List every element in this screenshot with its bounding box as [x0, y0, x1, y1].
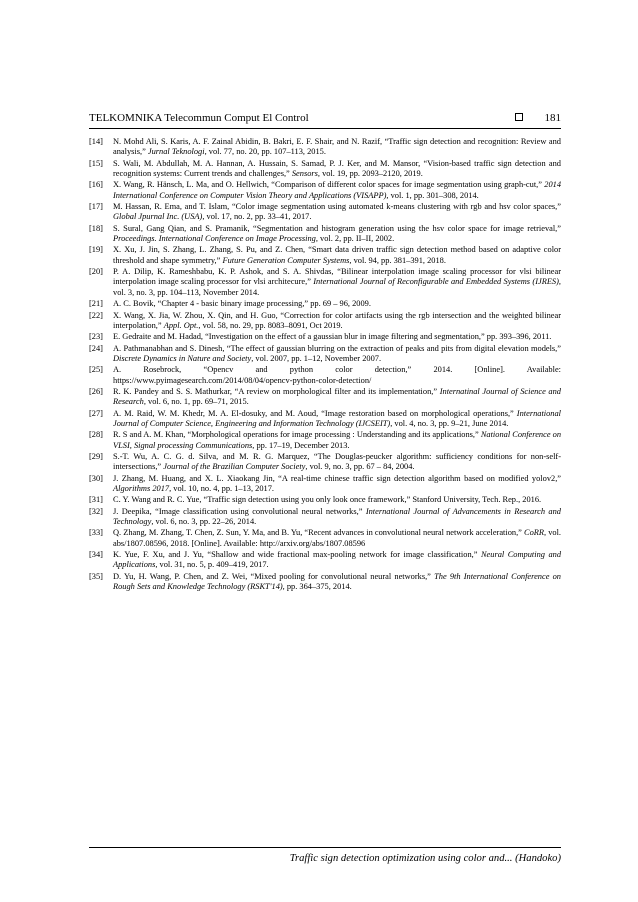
reference-item	[89, 159, 561, 180]
reference-number: [14]	[89, 137, 103, 146]
reference-item	[89, 137, 561, 158]
reference-text	[113, 344, 561, 365]
reference-item	[89, 507, 561, 528]
reference-details: , pp. 17–19, December 2013.	[252, 440, 350, 450]
reference-citation: R. K. Pandey and S. S. Mathurkar, “A review on morphological filter and its implementation,”	[113, 386, 440, 396]
reference-citation: K. Yue, F. Xu, and J. Yu, “Shallow and wide fractional max-pooling network for image classification,”	[113, 550, 481, 560]
reference-number: [20]	[89, 267, 103, 277]
square-mark-icon	[515, 113, 523, 121]
header-rule	[89, 128, 561, 129]
reference-text	[113, 495, 561, 505]
reference-text	[113, 365, 561, 386]
reference-item	[89, 495, 561, 505]
reference-citation: S.-T. Wu, A. C. G. d. Silva, and M. R. G. Marquez, “The Douglas-peucker algorithm: sufficiency conditions for non-self-intersections,”	[113, 452, 561, 472]
reference-number: [17]	[89, 202, 103, 212]
reference-citation: N. Mohd Ali, S. Karis, A. F. Zainal Abidin, B. Bakri, E. F. Shair, and N. Razif, “Traffic sign detection and recognition: Review and analysis,”	[113, 137, 561, 157]
reference-number: [27]	[89, 408, 103, 418]
reference-text	[113, 224, 561, 245]
reference-text	[113, 137, 561, 158]
reference-number: [15]	[89, 158, 103, 168]
reference-number: [28]	[89, 430, 103, 440]
reference-venue: National Conference on VLSI, Signal processing Communications	[113, 430, 562, 450]
reference-number: [24]	[89, 343, 103, 353]
reference-details: , vol. 6, no. 3, pp. 22–26, 2014.	[151, 517, 257, 527]
reference-number: [25]	[89, 365, 103, 375]
reference-venue: International Journal of Reconfigurable and Embedded Systems (IJRES)	[313, 277, 559, 287]
reference-text	[113, 430, 561, 451]
reference-details: , vol. 58, no. 29, pp. 8083–8091, Oct 2019.	[198, 320, 343, 330]
reference-text	[113, 550, 561, 571]
reference-item	[89, 409, 561, 430]
reference-item	[89, 344, 561, 365]
reference-details: , vol. 2007, pp. 1–12, November 2007.	[251, 353, 382, 363]
reference-text	[113, 245, 561, 266]
reference-text	[113, 332, 561, 342]
reference-citation: R. S and A. M. Khan, “Morphological operations for image processing : Understanding and its applications,”	[113, 430, 481, 440]
reference-text	[113, 387, 561, 408]
reference-venue: Appl. Opt.	[163, 320, 199, 330]
reference-text	[113, 409, 561, 430]
reference-item	[89, 430, 561, 451]
reference-venue: Journal of the Brazilian Computer Society	[163, 462, 306, 472]
reference-citation: A. M. Raid, W. M. Khedr, M. A. El-dosuky, and M. Aoud, “Image restoration based on morphological operations,”	[113, 408, 517, 418]
reference-citation: X. Wang, X. Jia, W. Zhou, X. Qin, and H. Guo, “Correction for color artifacts using the rgb intersection and the weighted bilinear interpolation,”	[113, 310, 561, 330]
reference-details: , vol. 2, pp. II–II, 2002.	[315, 234, 395, 244]
reference-number: [33]	[89, 528, 103, 538]
reference-item	[89, 452, 561, 473]
reference-details: , vol. 6, no. 1, pp. 69–71, 2015.	[143, 397, 249, 407]
reference-details: , vol. 31, no. 5, p. 409–419, 2017.	[155, 560, 269, 570]
reference-venue: Sensors	[291, 168, 318, 178]
page-number: 181	[544, 112, 561, 124]
reference-text	[113, 507, 561, 528]
reference-venue: Discrete Dynamics in Nature and Society	[113, 353, 252, 363]
reference-item	[89, 202, 561, 223]
reference-text	[113, 202, 561, 223]
reference-text	[113, 311, 561, 332]
reference-item	[89, 550, 561, 571]
reference-text	[113, 180, 561, 201]
reference-item	[89, 387, 561, 408]
reference-number: [26]	[89, 386, 103, 396]
reference-text	[113, 299, 561, 309]
running-header	[89, 111, 561, 125]
reference-item	[89, 267, 561, 298]
reference-citation: M. Hassan, R. Ema, and T. Islam, “Color image segmentation using automated k-means clustering with rgb and hsv color spaces,”	[113, 202, 561, 212]
reference-number: [23]	[89, 332, 103, 342]
reference-text	[113, 159, 561, 180]
reference-item	[89, 528, 561, 549]
reference-details: , vol. 17, no. 2, pp. 33–41, 2017.	[202, 212, 312, 222]
reference-venue: 2014 International Conference on Computer Vision Theory and Applications (VISAPP)	[113, 180, 561, 200]
reference-number: [29]	[89, 452, 103, 462]
reference-item	[89, 474, 561, 495]
reference-citation: P. A. Dilip, K. Rameshbabu, K. P. Ashok, and S. A. Shivdas, “Bilinear interpolation image scaling processor for vlsi bilinear interpolation image scaling processor for vlsi architecure,”	[113, 267, 561, 287]
reference-number: [18]	[89, 223, 103, 233]
reference-citation: X. Xu, J. Jin, S. Zhang, L. Zhang, S. Pu, and Z. Chen, “Smart data driven traffic sign detection method based on adaptive color threshold and shape symmetry,”	[113, 245, 561, 265]
reference-number: [31]	[89, 495, 103, 505]
reference-number: [32]	[89, 506, 103, 516]
reference-citation: S. Sural, Gang Qian, and S. Pramanik, “Segmentation and histogram generation using the hsv color space for image retrieval,”	[113, 223, 561, 233]
reference-number: [34]	[89, 550, 103, 560]
reference-item	[89, 224, 561, 245]
reference-details: , vol. 94, pp. 381–391, 2018.	[349, 255, 446, 265]
reference-item	[89, 245, 561, 266]
reference-venue: Global Jpurnal Inc. (USA)	[113, 212, 203, 222]
reference-item	[89, 311, 561, 332]
reference-details: , vol. 1, pp. 301–308, 2014.	[386, 190, 479, 200]
reference-details: , vol. 4, no. 3, pp. 9–21, June 2014.	[390, 418, 509, 428]
reference-details: , vol. abs/1807.08596, 2018. [Online]. Available: http://arxiv.org/abs/1807.08596	[113, 528, 561, 548]
reference-venue: Algorithms 2017	[113, 484, 170, 493]
reference-venue: Future Generation Computer Systems	[222, 255, 350, 265]
reference-details: , pp. 364–375, 2014.	[282, 582, 352, 592]
reference-number: [30]	[89, 473, 103, 483]
reference-item	[89, 572, 561, 593]
reference-details: , vol. 9, no. 3, pp. 67 – 84, 2004.	[305, 462, 415, 472]
reference-venue: International Journal of Advancements in Research and Technology	[113, 506, 561, 527]
footer-rule	[89, 847, 561, 848]
reference-citation: X. Wang, R. Hänsch, L. Ma, and O. Hellwich, “Comparison of different color spaces for image segmentation using graph-cut,”	[113, 180, 545, 190]
reference-citation: J. Deepika, “Image classification using convolutional neural networks,”	[113, 506, 366, 516]
reference-citation: A. C. Bovik, “Chapter 4 - basic binary image processing,” pp. 69 – 96, 2009.	[113, 299, 371, 309]
reference-citation: E. Gedraite and M. Hadad, “Investigation on the effect of a gaussian blur in image filtering and segmentation,” pp. 393–396, 2011.	[113, 332, 552, 342]
reference-number: [16]	[89, 180, 103, 190]
reference-item	[89, 332, 561, 342]
reference-text	[113, 452, 561, 473]
reference-text	[113, 572, 561, 593]
reference-number: [35]	[89, 571, 103, 581]
reference-text	[113, 528, 561, 549]
reference-details: , vol. 19, pp. 2093–2120, 2019.	[317, 168, 423, 178]
reference-venue: Internatinal Journal of Science and Research	[113, 386, 561, 407]
reference-number: [21]	[89, 299, 103, 309]
running-footer: Traffic sign detection optimization using color and... (Handoko)	[289, 853, 561, 864]
reference-venue: International Journal of Computer Science, Engineering and Information Technology (IJCSEIT)	[113, 408, 561, 428]
reference-details: , vol. 10, no. 4, pp. 1–13, 2017.	[169, 484, 274, 493]
reference-citation: S. Wali, M. Abdullah, M. A. Hannan, A. Hussain, S. Samad, P. J. Ker, and M. Mansor, “Vision-based traffic sign detection and recognition systems: Current trends and challenges,”	[113, 158, 561, 178]
reference-citation: A. Pathmanabhan and S. Dinesh, “The effect of gaussian blurring on the extraction of peaks and pits from digital elevation models,”	[113, 343, 561, 353]
reference-list	[89, 137, 561, 594]
reference-text	[113, 267, 561, 298]
journal-name: TELKOMNIKA Telecommun Comput El Control	[89, 112, 309, 124]
reference-number: [19]	[89, 245, 103, 255]
reference-citation: C. Y. Wang and R. C. Yue, “Traffic sign detection using you only look once framework,” Stanford University, Tech. Rep., 2016.	[113, 495, 542, 505]
reference-item	[89, 180, 561, 201]
reference-details: , vol. 3, no. 3, pp. 104–113, November 2014.	[113, 277, 561, 297]
reference-details: , vol. 77, no. 20, pp. 107–113, 2015.	[204, 147, 326, 157]
reference-venue: Proceedings. International Conference on Image Processing	[113, 234, 316, 244]
reference-citation: J. Zhang, M. Huang, and X. L. Xiaokang Jin, “A real-time chinese traffic sign detection algorithm based on modified yolov2,”	[113, 473, 561, 483]
reference-citation: D. Yu, H. Wang, P. Chen, and Z. Wei, “Mixed pooling for convolutional neural networks,”	[113, 571, 435, 581]
reference-venue: The 9th International Conference on Rough Sets and Knowledge Technology (RSKT'14)	[113, 571, 561, 592]
reference-number: [22]	[89, 310, 103, 320]
reference-venue: CoRR	[523, 528, 544, 538]
reference-item	[89, 299, 561, 309]
reference-item	[89, 365, 561, 386]
reference-citation: A. Rosebrock, “Opencv and python color detection,” 2014. [Online]. Available: https://www.pyimagesearch.com/2014/08/04/opencv-python-color-detection/	[113, 365, 561, 385]
reference-text	[113, 474, 561, 495]
reference-citation: Q. Zhang, M. Zhang, T. Chen, Z. Sun, Y. Ma, and B. Yu, “Recent advances in convolutional neural network acceleration,”	[113, 528, 524, 538]
reference-venue: Jurnal Teknologi	[147, 147, 205, 157]
reference-venue: Neural Computing and Applications	[113, 550, 562, 570]
